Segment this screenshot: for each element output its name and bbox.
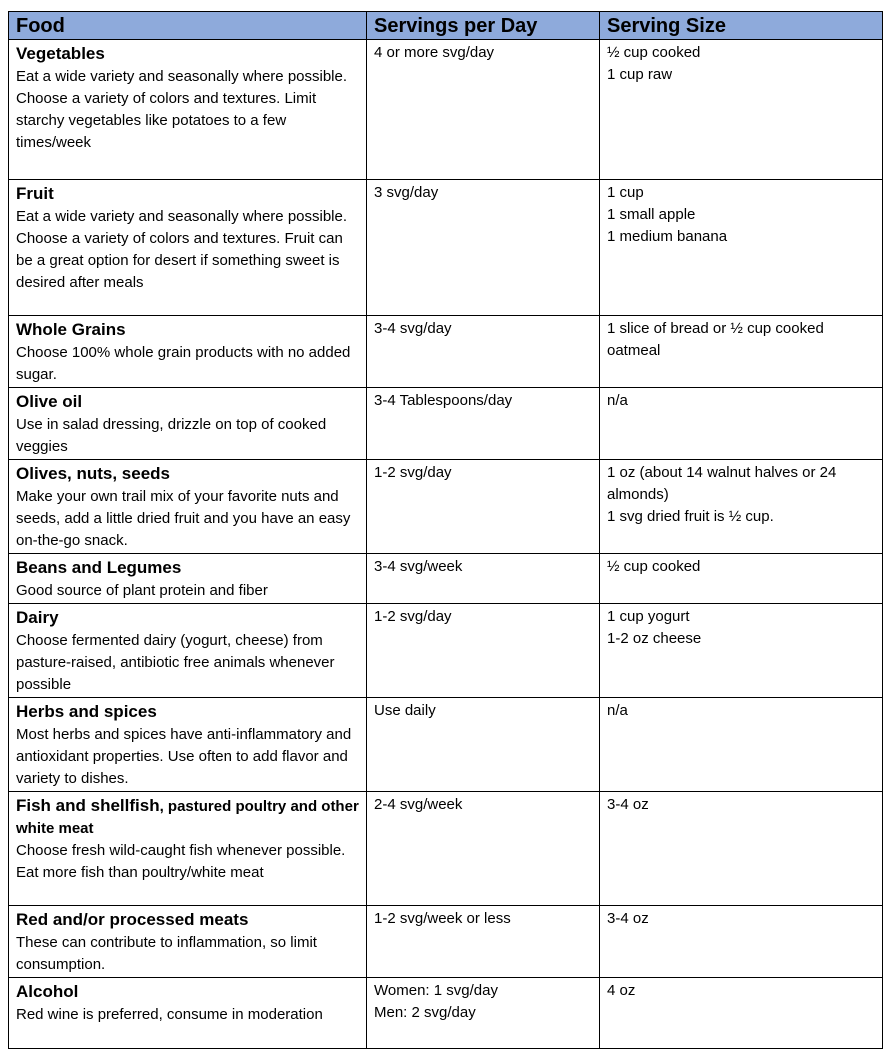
food-name: Olives, nuts, seeds	[16, 464, 171, 483]
serving-size-value: ½ cup cooked	[607, 558, 701, 575]
serving-size-value: 1 medium banana	[607, 228, 728, 245]
serving-size-value: 1-2 oz cheese	[607, 630, 702, 647]
serving-size-value: 1 small apple	[607, 206, 696, 223]
servings-value: 3-4 Tablespoons/day	[374, 392, 513, 409]
header-row	[9, 12, 883, 40]
serving-size-cell	[600, 554, 883, 604]
serving-size-value: 1 cup yogurt	[607, 608, 690, 625]
food-description: Choose 100% whole grain products with no added sugar.	[16, 344, 351, 383]
servings-cell	[367, 978, 600, 1049]
serving-size-value: ½ cup cooked	[607, 44, 701, 61]
serving-size-cell	[600, 698, 883, 792]
header-servings: Servings per Day	[367, 12, 600, 40]
food-cell	[9, 180, 367, 316]
servings-value: Men: 2 svg/day	[374, 1004, 476, 1021]
food-name: Beans and Legumes	[16, 558, 182, 577]
food-description: Good source of plant protein and fiber	[16, 582, 268, 599]
servings-value: 1-2 svg/day	[374, 464, 452, 481]
food-name: Olive oil	[16, 392, 83, 411]
serving-size-cell	[600, 604, 883, 698]
food-description: Use in salad dressing, drizzle on top of cooked veggies	[16, 416, 327, 455]
header-food: Food	[9, 12, 367, 40]
serving-size-cell	[600, 906, 883, 978]
serving-size-value: 1 cup	[607, 184, 644, 201]
food-cell	[9, 978, 367, 1049]
table-row	[9, 180, 883, 316]
serving-size-cell	[600, 40, 883, 180]
food-description: Red wine is preferred, consume in moderation	[16, 1006, 323, 1023]
table-row	[9, 906, 883, 978]
servings-cell	[367, 316, 600, 388]
food-name: Whole Grains	[16, 320, 126, 339]
food-description: Eat a wide variety and seasonally where possible. Choose a variety of colors and textures. Limit starchy vegetables like potatoes to a few times/week	[16, 68, 348, 151]
food-cell	[9, 698, 367, 792]
servings-cell	[367, 792, 600, 906]
table-row	[9, 698, 883, 792]
servings-cell	[367, 460, 600, 554]
servings-value: 3-4 svg/week	[374, 558, 463, 575]
food-name: Vegetables	[16, 44, 105, 63]
serving-size-value: 1 svg dried fruit is ½ cup.	[607, 508, 774, 525]
serving-size-value: n/a	[607, 702, 628, 719]
serving-size-cell	[600, 460, 883, 554]
servings-value: 3 svg/day	[374, 184, 439, 201]
serving-size-cell	[600, 180, 883, 316]
food-name: Alcohol	[16, 982, 79, 1001]
servings-cell	[367, 388, 600, 460]
food-name: Herbs and spices	[16, 702, 157, 721]
servings-cell	[367, 604, 600, 698]
food-description: These can contribute to inflammation, so limit consumption.	[16, 934, 317, 973]
food-name: Red and/or processed meats	[16, 910, 249, 929]
serving-size-value: 1 oz (about 14 walnut halves or 24 almonds)	[607, 464, 837, 503]
serving-size-cell	[600, 792, 883, 906]
servings-value: 4 or more svg/day	[374, 44, 495, 61]
header-serving-size: Serving Size	[600, 12, 883, 40]
serving-size-value: 3-4 oz	[607, 910, 649, 927]
servings-value: 1-2 svg/week or less	[374, 910, 511, 927]
food-description: Choose fermented dairy (yogurt, cheese) from pasture-raised, antibiotic free animals whenever possible	[16, 632, 335, 693]
servings-cell	[367, 40, 600, 180]
servings-value: 2-4 svg/week	[374, 796, 463, 813]
food-cell	[9, 40, 367, 180]
food-cell	[9, 460, 367, 554]
table-row	[9, 978, 883, 1049]
table-row	[9, 388, 883, 460]
servings-value: 3-4 svg/day	[374, 320, 452, 337]
table-row	[9, 604, 883, 698]
food-name-extra: , pastured poultry and other white meat	[16, 798, 359, 837]
food-guidelines-table	[8, 11, 883, 1049]
table-row	[9, 460, 883, 554]
food-cell	[9, 316, 367, 388]
food-cell	[9, 792, 367, 906]
food-description: Choose fresh wild-caught fish whenever possible. Eat more fish than poultry/white meat	[16, 842, 346, 881]
servings-cell	[367, 554, 600, 604]
servings-cell	[367, 698, 600, 792]
table-row	[9, 792, 883, 906]
table-row	[9, 554, 883, 604]
food-description: Eat a wide variety and seasonally where possible. Choose a variety of colors and textures. Fruit can be a great option for desert if something sweet is desired after meals	[16, 208, 348, 291]
serving-size-cell	[600, 316, 883, 388]
food-cell	[9, 554, 367, 604]
servings-cell	[367, 180, 600, 316]
servings-value: 1-2 svg/day	[374, 608, 452, 625]
servings-value: Use daily	[374, 702, 436, 719]
servings-value: Women: 1 svg/day	[374, 982, 498, 999]
serving-size-value: 4 oz	[607, 982, 636, 999]
serving-size-value: 1 slice of bread or ½ cup cooked oatmeal	[607, 320, 824, 359]
food-cell	[9, 604, 367, 698]
food-name: Fruit	[16, 184, 54, 203]
food-description: Make your own trail mix of your favorite nuts and seeds, add a little dried fruit and you have an easy on-the-go snack.	[16, 488, 351, 549]
serving-size-value: 1 cup raw	[607, 66, 673, 83]
food-cell	[9, 906, 367, 978]
food-description: Most herbs and spices have anti-inflammatory and antioxidant properties. Use often to add flavor and variety to dishes.	[16, 726, 352, 787]
serving-size-value: n/a	[607, 392, 628, 409]
food-cell	[9, 388, 367, 460]
table-row	[9, 40, 883, 180]
food-name: Dairy	[16, 608, 59, 627]
table-row	[9, 316, 883, 388]
table-body	[9, 40, 883, 1049]
serving-size-cell	[600, 388, 883, 460]
serving-size-cell	[600, 978, 883, 1049]
servings-cell	[367, 906, 600, 978]
serving-size-value: 3-4 oz	[607, 796, 649, 813]
food-name: Fish and shellfish	[16, 796, 160, 815]
